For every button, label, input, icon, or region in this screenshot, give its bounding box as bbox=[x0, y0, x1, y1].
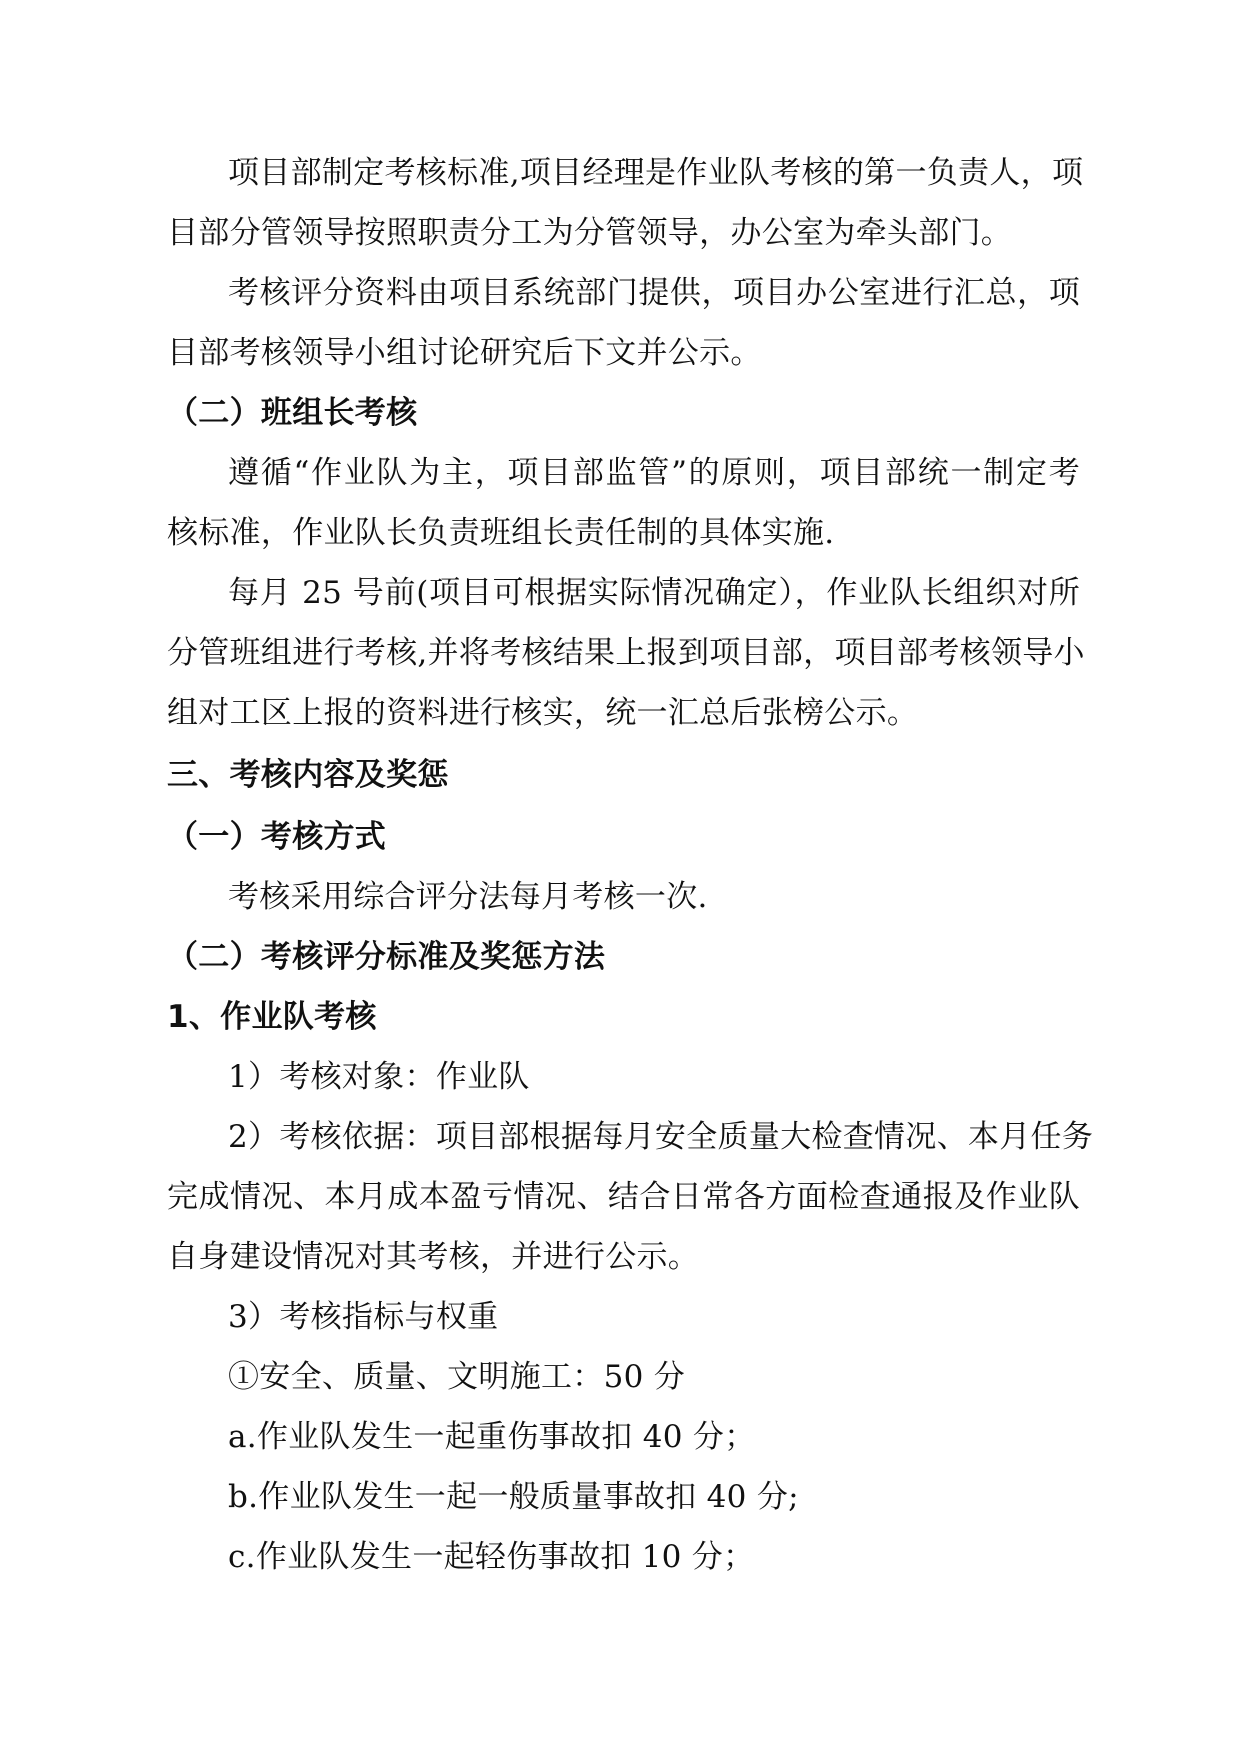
subsection-heading: 1、作业队考核 bbox=[167, 999, 377, 1035]
paragraph-line: 考核评分资料由项目系统部门提供，项目办公室进行汇总，项 bbox=[228, 275, 1080, 311]
list-item: 3）考核指标与权重 bbox=[228, 1299, 499, 1335]
section-heading: （二）班组长考核 bbox=[167, 395, 418, 431]
paragraph-line: 项目部制定考核标准,项目经理是作业队考核的第一负责人，项 bbox=[228, 155, 1084, 191]
paragraph-line: 目部分管领导按照职责分工为分管领导，办公室为牵头部门。 bbox=[167, 215, 1013, 251]
paragraph-line: 目部考核领导小组讨论研究后下文并公示。 bbox=[167, 335, 762, 371]
section-heading: （二）考核评分标准及奖惩方法 bbox=[167, 939, 606, 975]
paragraph-line: 2）考核依据：项目部根据每月安全质量大检查情况、本月任务 bbox=[228, 1119, 1094, 1155]
section-heading: （一）考核方式 bbox=[167, 819, 387, 855]
list-item: 1）考核对象：作业队 bbox=[228, 1059, 530, 1095]
list-item: ①安全、质量、文明施工：50 分 bbox=[228, 1359, 686, 1395]
paragraph-line: 分管班组进行考核,并将考核结果上报到项目部，项目部考核领导小 bbox=[167, 635, 1085, 671]
chapter-heading: 三、考核内容及奖惩 bbox=[167, 757, 449, 793]
list-item: a.作业队发生一起重伤事故扣 40 分； bbox=[228, 1419, 756, 1455]
paragraph-line: 每月 25 号前(项目可根据实际情况确定），作业队长组织对所 bbox=[228, 575, 1080, 611]
paragraph-line: 遵循“作业队为主，项目部监管”的原则，项目部统一制定考 bbox=[228, 455, 1080, 491]
paragraph-line: 组对工区上报的资料进行核实，统一汇总后张榜公示。 bbox=[167, 695, 919, 731]
paragraph-line: 核标准，作业队长负责班组长责任制的具体实施. bbox=[167, 515, 835, 551]
paragraph-line: 完成情况、本月成本盈亏情况、结合日常各方面检查通报及作业队 bbox=[167, 1179, 1080, 1215]
paragraph-line: 考核采用综合评分法每月考核一次. bbox=[228, 879, 708, 915]
paragraph-line: 自身建设情况对其考核，并进行公示。 bbox=[167, 1239, 700, 1275]
list-item: c.作业队发生一起轻伤事故扣 10 分； bbox=[228, 1539, 755, 1575]
list-item: b.作业队发生一起一般质量事故扣 40 分; bbox=[228, 1479, 799, 1515]
